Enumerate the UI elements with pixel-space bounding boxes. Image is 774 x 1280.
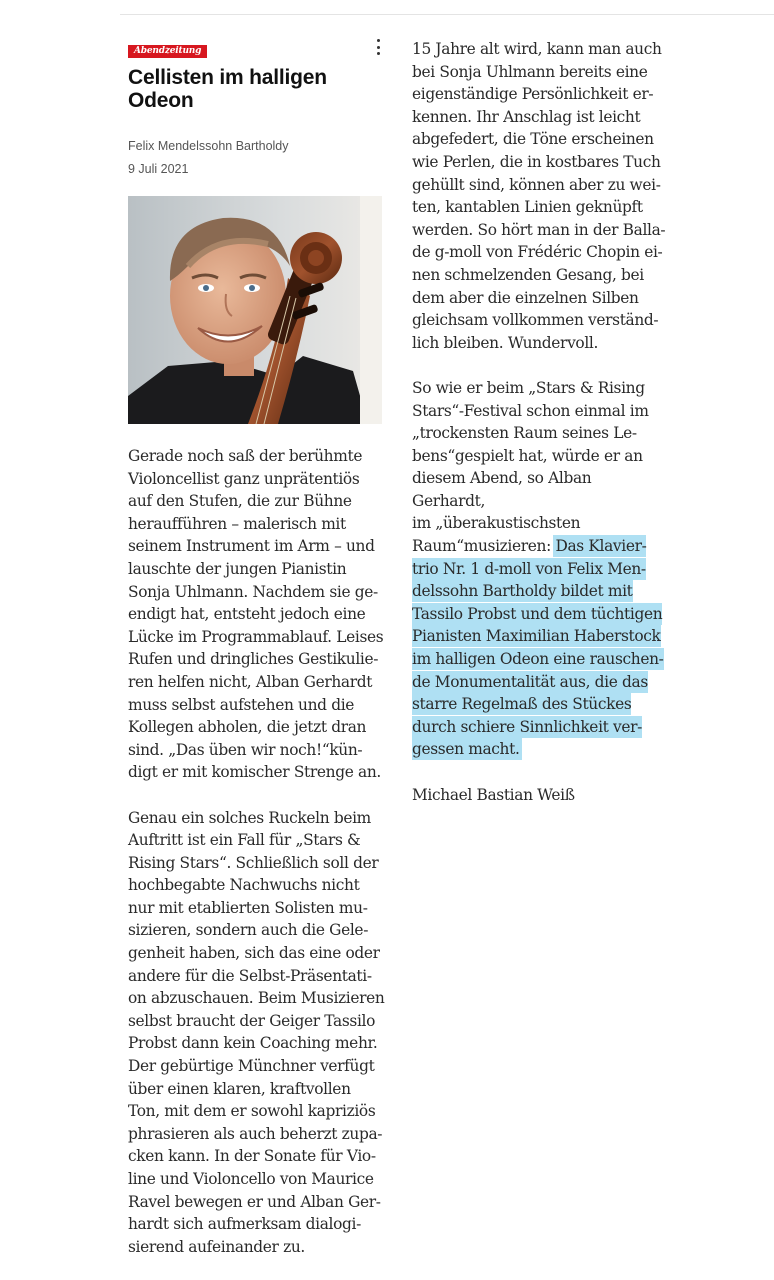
article-date: 9 Juli 2021 (128, 162, 189, 176)
highlighted-text-selection[interactable]: Das Klavier- trio Nr. 1 d-moll von Felix Men- delssohn Bartholdy bildet mit Tassilo Probst und dem tüchtigen Pianisten Maximilian Haberstock im halligen Odeon eine rauschen- de Monumentalität aus, die das starre Regelmaß des Stückes durch schiere Sinnlichkeit ver- gessen macht. (412, 537, 664, 759)
article-author[interactable]: Felix Mendelssohn Bartholdy (128, 139, 289, 153)
article-signature: Michael Bastian Weiß (412, 785, 575, 804)
paragraph-1: Gerade noch saß der berühmte Violoncellist ganz unprätentiös auf den Stufen, die zur Bühne heraufführen – malerisch mit seinem Instrument im Arm – und lauschte der jungen Pianistin Sonja Uhlmann. Nachdem sie ge- endigt hat, entsteht jedoch eine Lücke im Programmablauf. Leises Rufen und dringliches Gestikulie- ren helfen nicht, Alban Gerhardt muss selbst aufstehen und die Kollegen abholen, die jetzt dran sind. „Das üben wir noch!“kün- digt er mit komischer Strenge an. (128, 447, 384, 782)
paragraph-2: Genau ein solches Ruckeln beim Auftritt ist ein Fall für „Stars & Rising Stars“. Schließlich soll der hochbegabte Nachwuchs nicht nur mit etablierten Solisten mu- sizieren, sondern auch die Gele- genheit haben, sich das eine oder andere für die Selbst-Präsentati- on abzuschauen. Beim Musizieren selbst braucht der Geiger Tassilo Probst dann kein Coaching mehr. Der gebürtige Münchner verfügt über einen klaren, kraftvollen Ton, mit dem er sowohl kapriziös phrasieren als auch beherzt zupa- cken kann. In der Sonate für Vio- line und Violoncello von Maurice Ravel bewegen er und Alban Ger- hardt sich aufmerksam dialogi- sierend aufeinander zu. (128, 808, 385, 1256)
article-header (128, 38, 384, 177)
paragraph-3: 15 Jahre alt wird, kann man auch bei Sonja Uhlmann bereits eine eigenständige Persönlichkeit er- kennen. Ihr Anschlag ist leicht abgefedert, die Töne erscheinen wie Perlen, die in kostbares Tuch gehüllt sind, können aber zu wei- ten, kantablen Linien geknüpft werden. So hört man in der Balla- de g-moll von Frédéric Chopin ei- nen schmelzenden Gesang, bei dem aber die einzelnen Silben gleichsam vollkommen verständ- lich bleiben. Wundervoll. (412, 40, 666, 352)
article-body-right (412, 38, 668, 806)
top-divider (120, 14, 774, 15)
brand-logo[interactable]: Abendzeitung (128, 45, 207, 58)
paragraph-4-plain: So wie er beim „Stars & Rising Stars“-Festival schon einmal im „trockensten Raum seines Le- bens“gespielt hat, würde er an diesem Abend, so Alban Gerhardt, im „überakustischsten Raum“musizieren: (412, 378, 649, 556)
paragraph-4 (412, 377, 668, 761)
article-body-left (128, 445, 386, 1280)
article-headline: Cellisten im halligen Odeon (128, 66, 327, 112)
portrait-cellist-photo (128, 196, 382, 424)
